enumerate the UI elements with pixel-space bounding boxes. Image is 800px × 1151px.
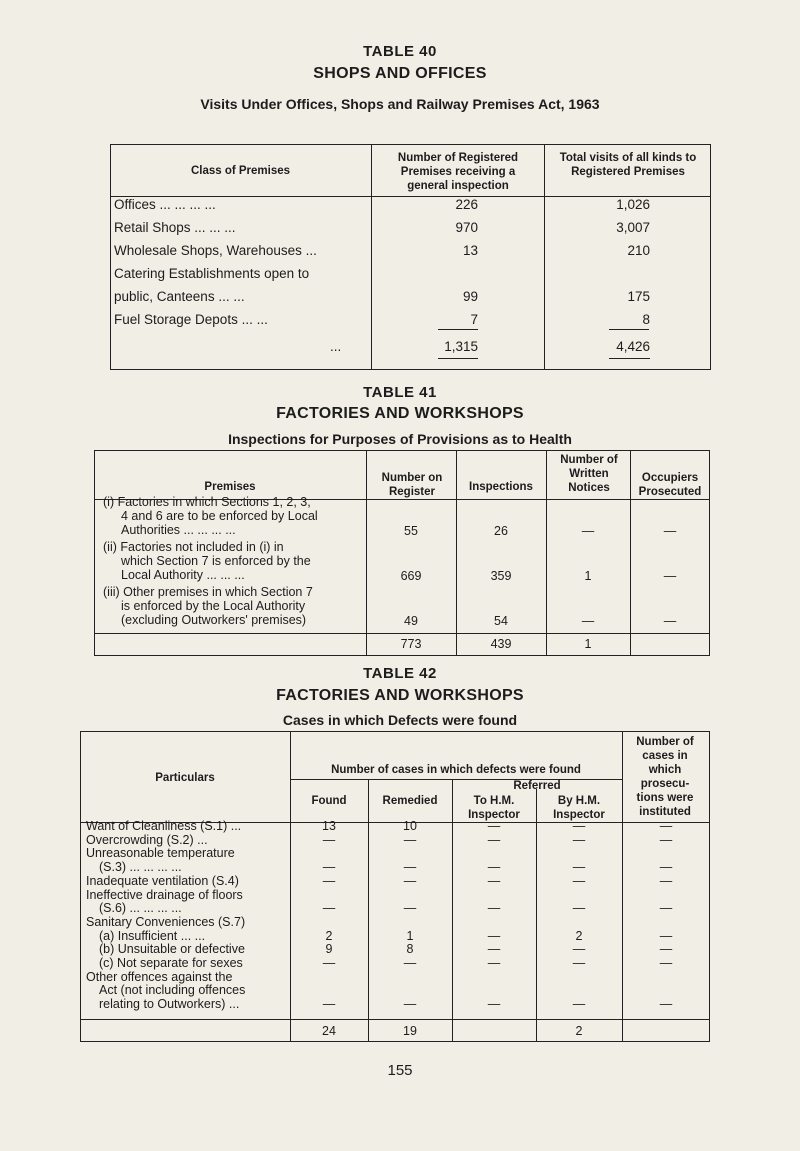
t42-total-found: 24 xyxy=(322,1024,336,1038)
t42-row-prosecutions: — xyxy=(659,819,673,833)
t41-row-register: 669 xyxy=(400,569,422,583)
t42-row-prosecutions: — xyxy=(659,901,673,916)
t42-row-to-hm: — xyxy=(487,928,501,943)
table-40-subtitle: Visits Under Offices, Shops and Railway Premises Act, 1963 xyxy=(200,96,600,112)
t42-row-prosecutions: — xyxy=(659,928,673,943)
t41-header-notices: Number of Written Notices xyxy=(560,454,618,494)
t42-row-by-hm: — xyxy=(572,997,586,1012)
t42-header-remedied: Remedied xyxy=(382,795,438,807)
t41-row-text: (iii) Other premises in which Section 7 xyxy=(103,585,313,599)
t40-row-registered: 970 xyxy=(455,220,478,235)
t40-row-registered: 13 xyxy=(462,243,478,258)
t40-row-visits: 175 xyxy=(627,289,650,304)
t42-header-referred: Referred xyxy=(513,780,561,792)
t40-header-class: Class of Premises xyxy=(190,165,291,177)
t42-row-to-hm: — xyxy=(487,819,501,833)
t42-total-remedied: 19 xyxy=(403,1024,417,1038)
t41-row-text: (i) Factories in which Sections 1, 2, 3, xyxy=(103,495,311,509)
t42-header-prosecutions: Number of cases in which prosecu- tions were instituted xyxy=(636,736,694,818)
table-42-subtitle: Cases in which Defects were found xyxy=(282,712,518,728)
t42-header-number: Number of cases in which defects were found xyxy=(331,764,581,776)
table-42-number: TABLE 42 xyxy=(363,665,437,682)
t41-header-register: Number on Register xyxy=(381,472,443,498)
t42-header-found: Found xyxy=(311,795,347,807)
t41-row-register: 49 xyxy=(404,614,418,628)
t40-row-registered: 7 xyxy=(470,312,478,327)
t42-row-remedied: — xyxy=(403,956,417,970)
t42-row-found: — xyxy=(322,997,336,1012)
t42-row-by-hm: — xyxy=(572,819,586,833)
t42-row-label: (S.6) ... ... ... ... xyxy=(99,901,182,916)
t42-row-label: Ineffective drainage of floors xyxy=(86,887,243,902)
table-42-title: FACTORIES AND WORKSHOPS xyxy=(276,687,524,704)
t41-row-prosecuted: — xyxy=(663,569,677,583)
t42-row-by-hm: — xyxy=(572,873,586,888)
t42-row-by-hm: — xyxy=(572,942,586,957)
t42-row-label: Unreasonable temperature xyxy=(86,846,235,861)
t42-row-found: 13 xyxy=(322,819,336,833)
t42-row-label: Overcrowding (S.2) ... xyxy=(86,832,208,847)
t40-row-label: Catering Establishments open to xyxy=(114,266,310,281)
t41-row-text: 4 and 6 are to be enforced by Local xyxy=(121,509,318,523)
t42-row-by-hm: 2 xyxy=(575,928,583,943)
t41-row-text: Local Authority ... ... ... xyxy=(121,568,245,582)
t41-row-notices: 1 xyxy=(584,569,592,583)
t42-row-label: Sanitary Conveniences (S.7) xyxy=(86,914,246,929)
t42-row-found: — xyxy=(322,832,336,847)
table-40-title: SHOPS AND OFFICES xyxy=(313,65,487,82)
t42-row-by-hm: — xyxy=(572,860,586,875)
table-41-title: FACTORIES AND WORKSHOPS xyxy=(276,405,524,422)
t42-row-to-hm: — xyxy=(487,997,501,1012)
t42-row-label: Inadequate ventilation (S.4) xyxy=(86,873,239,888)
t42-row-by-hm: — xyxy=(572,901,586,916)
t41-row-notices: — xyxy=(581,614,595,628)
t42-row-prosecutions: — xyxy=(659,832,673,847)
t42-row-remedied: 8 xyxy=(406,942,414,957)
t42-header-to-hm: To H.M. Inspector xyxy=(468,795,520,821)
t41-row-register: 55 xyxy=(404,524,418,538)
t42-row-remedied: 10 xyxy=(403,819,417,833)
t40-row-visits: 8 xyxy=(642,312,650,327)
t40-row-label: Offices ... ... ... ... xyxy=(114,197,216,212)
t41-total-notices: 1 xyxy=(584,637,592,651)
t42-row-prosecutions: — xyxy=(659,873,673,888)
t42-row-found: — xyxy=(322,956,336,970)
table-40-number: TABLE 40 xyxy=(363,43,437,60)
t42-row-to-hm: — xyxy=(487,860,501,875)
t42-header-particulars: Particulars xyxy=(155,772,215,784)
t42-row-label: Want of Cleanliness (S.1) ... xyxy=(86,819,242,833)
page-number: 155 xyxy=(387,1062,413,1079)
t42-row-found: 2 xyxy=(325,928,333,943)
t42-row-remedied: — xyxy=(403,997,417,1012)
t42-row-prosecutions: — xyxy=(659,956,673,970)
t42-row-to-hm: — xyxy=(487,873,501,888)
t42-row-label: (S.3) ... ... ... ... xyxy=(99,860,182,875)
t41-header-prosecuted: Occupiers Prosecuted xyxy=(638,472,702,498)
t42-row-remedied: — xyxy=(403,901,417,916)
t40-row-registered: 226 xyxy=(455,197,478,212)
t42-row-prosecutions: — xyxy=(659,997,673,1012)
t41-total-inspections: 439 xyxy=(490,637,512,651)
t40-row-label: Fuel Storage Depots ... ... xyxy=(114,312,268,327)
t42-row-found: — xyxy=(322,873,336,888)
t42-row-to-hm: — xyxy=(487,942,501,957)
t40-row-label: public, Canteens ... ... xyxy=(114,289,245,304)
t41-total-register: 773 xyxy=(400,637,422,651)
t40-total-visits: 4,426 xyxy=(616,339,650,354)
t42-row-label: (c) Not separate for sexes xyxy=(99,956,243,970)
t42-header-by-hm: By H.M. Inspector xyxy=(553,795,605,821)
t42-total-by-hm: 2 xyxy=(575,1024,583,1038)
t40-header-registered: Number of Registered Premises receiving a general inspection xyxy=(397,152,519,192)
t41-row-text: Authorities ... ... ... ... xyxy=(121,523,236,537)
t41-header-premises: Premises xyxy=(204,481,256,493)
t42-row-remedied: — xyxy=(403,832,417,847)
t42-row-remedied: — xyxy=(403,860,417,875)
t41-row-prosecuted: — xyxy=(663,614,677,628)
t42-row-remedied: — xyxy=(403,873,417,888)
t40-row-label: Wholesale Shops, Warehouses ... xyxy=(114,243,317,258)
t41-row-text: (excluding Outworkers' premises) xyxy=(121,613,307,627)
t40-header-visits: Total visits of all kinds to Registered Premises xyxy=(559,152,697,178)
t42-row-label: Act (not including offences xyxy=(99,983,246,998)
t42-row-found: — xyxy=(322,860,336,875)
t42-row-found: 9 xyxy=(325,942,333,957)
t40-row-visits: 1,026 xyxy=(616,197,650,212)
t40-total-dots: ... xyxy=(330,339,342,354)
t40-total-registered: 1,315 xyxy=(444,339,478,354)
t40-row-registered: 99 xyxy=(462,289,478,304)
t40-row-label: Retail Shops ... ... ... xyxy=(114,220,236,235)
t42-row-label: (b) Unsuitable or defective xyxy=(99,942,245,957)
t41-row-inspections: 54 xyxy=(494,614,508,628)
t41-row-prosecuted: — xyxy=(663,524,677,538)
t42-row-remedied: 1 xyxy=(406,928,414,943)
t42-row-by-hm: — xyxy=(572,956,586,970)
t42-row-by-hm: — xyxy=(572,832,586,847)
t42-row-prosecutions: — xyxy=(659,860,673,875)
table-41-subtitle: Inspections for Purposes of Provisions as to Health xyxy=(228,431,572,447)
t42-row-to-hm: — xyxy=(487,901,501,916)
t41-row-inspections: 26 xyxy=(494,524,508,538)
t42-row-label: relating to Outworkers) ... xyxy=(99,997,240,1012)
t40-row-visits: 3,007 xyxy=(616,220,650,235)
t42-row-to-hm: — xyxy=(487,832,501,847)
t41-row-text: is enforced by the Local Authority xyxy=(121,599,306,613)
table-41-number: TABLE 41 xyxy=(363,384,437,401)
t41-row-inspections: 359 xyxy=(490,569,512,583)
t42-row-found: — xyxy=(322,901,336,916)
t40-row-visits: 210 xyxy=(627,243,650,258)
t42-row-label: (a) Insufficient ... ... xyxy=(99,928,206,943)
t42-row-label: Other offences against the xyxy=(86,969,233,984)
t41-row-text: (ii) Factories not included in (i) in xyxy=(103,540,284,554)
t41-header-inspections: Inspections xyxy=(469,481,533,493)
t42-row-to-hm: — xyxy=(487,956,501,970)
t42-row-prosecutions: — xyxy=(659,942,673,957)
t41-row-text: which Section 7 is enforced by the xyxy=(121,554,311,568)
t41-row-notices: — xyxy=(581,524,595,538)
